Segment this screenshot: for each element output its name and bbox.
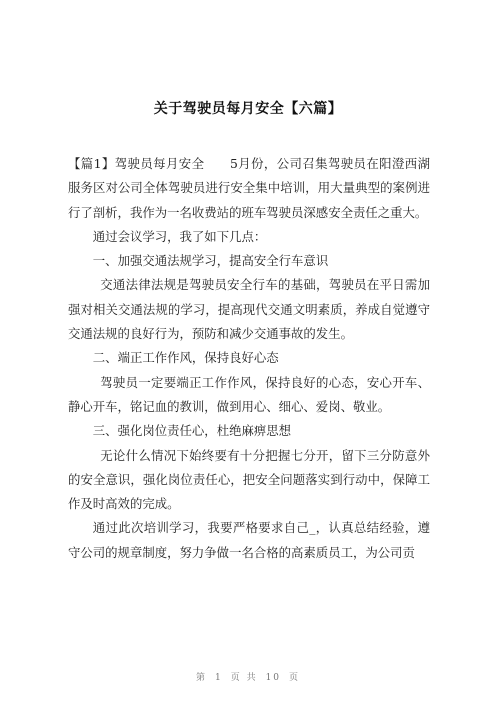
paragraph-summary-lead: 通过会议学习，我了如下几点： xyxy=(92,228,267,244)
footer-suffix: 页 xyxy=(289,673,301,683)
document-body xyxy=(68,152,430,565)
document-title: 关于驾驶员每月安全【六篇】 xyxy=(153,101,343,117)
heading-point-three: 三、强化岗位责任心，杜绝麻痹思想 xyxy=(92,423,292,439)
page-footer xyxy=(0,670,496,683)
paragraph-point-two: 驾驶员一定要端正工作作风，保持良好的心态，安心开车、静心开车，铭记血的教训，做到用心、细心、爱岗、敬业。 xyxy=(68,374,430,414)
footer-prefix: 第 xyxy=(195,673,207,683)
heading-point-two: 二、端正工作作风，保持良好心态 xyxy=(92,350,279,366)
paragraph-point-one: 交通法律法规是驾驶员安全行车的基础，驾驶员在平日需加强对相关交通法规的学习，提高现代交通文明素质，养成自觉遵守交通法规的良好行为，预防和减少交通事故的发生。 xyxy=(68,277,430,342)
heading-point-one: 一、加强交通法规学习，提高安全行车意识 xyxy=(92,253,329,269)
paragraph-intro: 【篇1】驾驶员每月安全 5月份，公司召集驾驶员在阳澄西湖服务区对公司全体驾驶员进行安全集中培训，用大量典型的案例进行了剖析，我作为一名收费站的班车驾驶员深感安全责任之重大。 xyxy=(68,156,430,220)
footer-total-pages: 10 xyxy=(265,673,282,683)
footer-page-number: 1 xyxy=(214,673,223,683)
footer-middle: 页 共 xyxy=(230,673,258,683)
paragraph-point-three: 无论什么情况下始终要有十分把握七分开，留下三分防意外的安全意识，强化岗位责任心，把安全问题落实到行动中，保障工作及时高效的完成。 xyxy=(68,447,430,512)
paragraph-conclusion: 通过此次培训学习，我要严格要求自己_，认真总结经验，遵守公司的规章制度，努力争做一名合格的高素质员工，为公司贡 xyxy=(68,520,430,560)
